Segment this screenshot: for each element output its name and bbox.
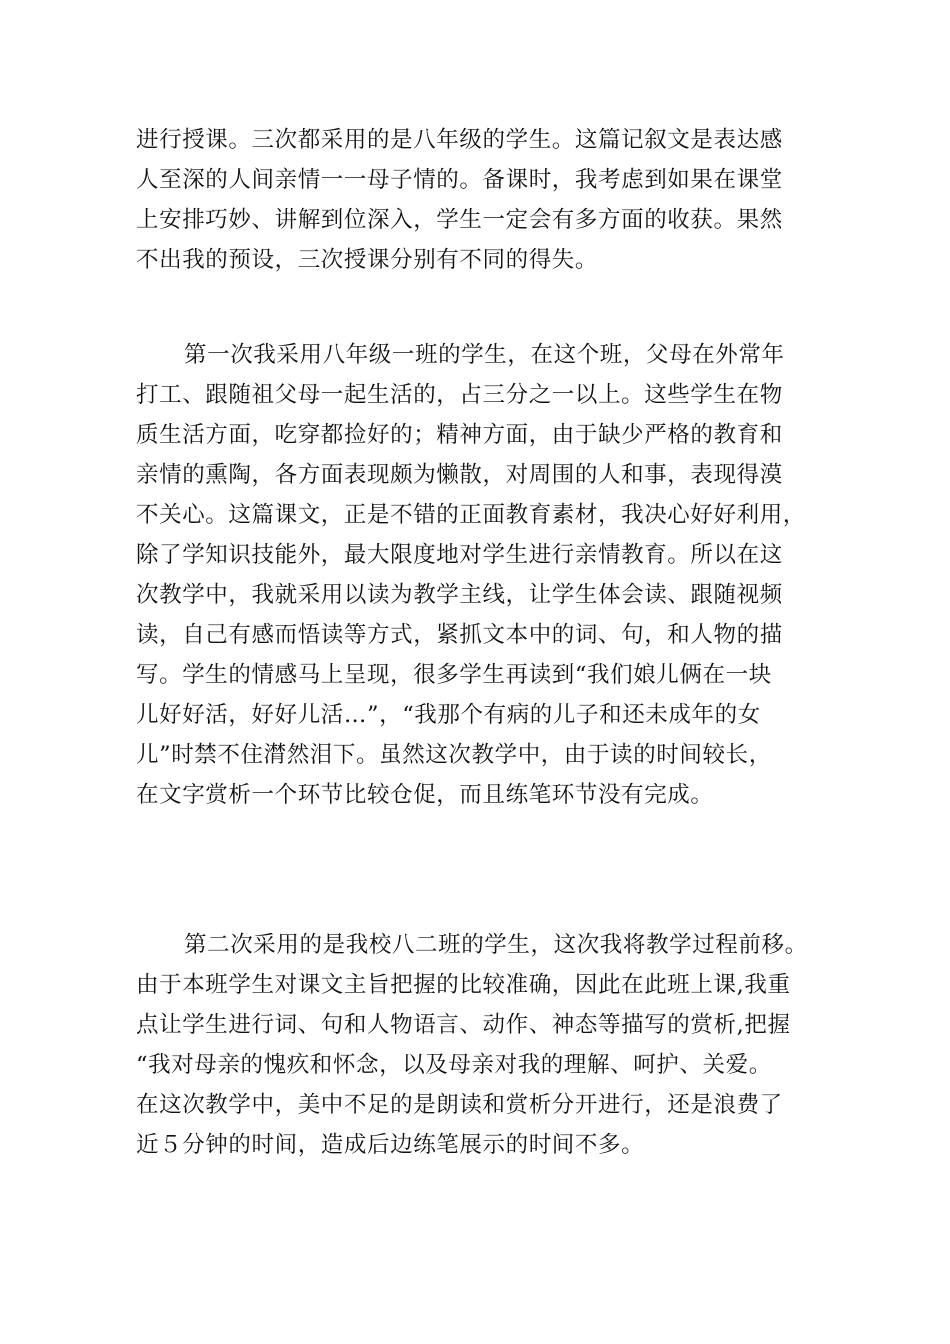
- text-line: 除了学知识技能外，最大限度地对学生进行亲情教育。所以在这: [136, 542, 783, 568]
- text-line: 进行授课。三次都采用的是八年级的学生。这篇记叙文是表达感: [136, 127, 783, 153]
- text-line: 次教学中，我就采用以读为教学主线，让学生体会读、跟随视频: [136, 582, 783, 608]
- text-line: 儿好好活，好好儿活…”，“我那个有病的儿子和还未成年的女: [136, 702, 761, 728]
- text-line: 在这次教学中，美中不足的是朗读和赏析分开进行，还是浪费了: [136, 1092, 783, 1118]
- text-line: 近５分钟的时间，造成后边练笔展示的时间不多。: [136, 1132, 645, 1158]
- text-line: 亲情的熏陶，各方面表现颇为懒散，对周围的人和事，表现得漠: [136, 462, 783, 488]
- text-line: 点让学生进行词、句和人物语言、动作、神态等描写的赏析,把握: [136, 1012, 791, 1038]
- text-line: 质生活方面，吃穿都捡好的；精神方面，由于缺少严格的教育和: [136, 422, 783, 448]
- text-line: 写。学生的情感马上呈现，很多学生再读到“我们娘儿俩在一块: [136, 662, 772, 688]
- text-line: 上安排巧妙、讲解到位深入，学生一定会有多方面的收获。果然: [136, 207, 783, 233]
- paragraph-2: [136, 336, 826, 814]
- text-line: 由于本班学生对课文主旨把握的比较准确，因此在此班上课,我重: [136, 972, 791, 998]
- paragraph-3: [136, 926, 826, 1164]
- text-line: 第一次我采用八年级一班的学生，在这个班，父母在外常年: [184, 342, 785, 368]
- text-line: 读，自己有感而悟读等方式，紧抓文本中的词、句，和人物的描: [136, 622, 783, 648]
- text-line: 不关心。这篇课文，正是不错的正面教育素材，我决心好好利用，: [136, 502, 806, 528]
- text-line: 打工、跟随祖父母一起生活的，占三分之一以上。这些学生在物: [136, 382, 783, 408]
- text-line: 第二次采用的是我校八二班的学生，这次我将教学过程前移。: [184, 932, 808, 958]
- text-line: 不出我的预设，三次授课分别有不同的得失。: [136, 247, 599, 273]
- text-line: 人至深的人间亲情一一母子情的。备课时，我考虑到如果在课堂: [136, 167, 783, 193]
- text-line: 儿”时禁不住潸然泪下。虽然这次教学中，由于读的时间较长，: [136, 742, 772, 768]
- paragraph-1: [136, 121, 826, 279]
- text-line: 在文字赏析一个环节比较仓促，而且练笔环节没有完成。: [136, 782, 714, 808]
- text-line: “我对母亲的愧疚和怀念，以及母亲对我的理解、呵护、关爱。: [136, 1052, 772, 1078]
